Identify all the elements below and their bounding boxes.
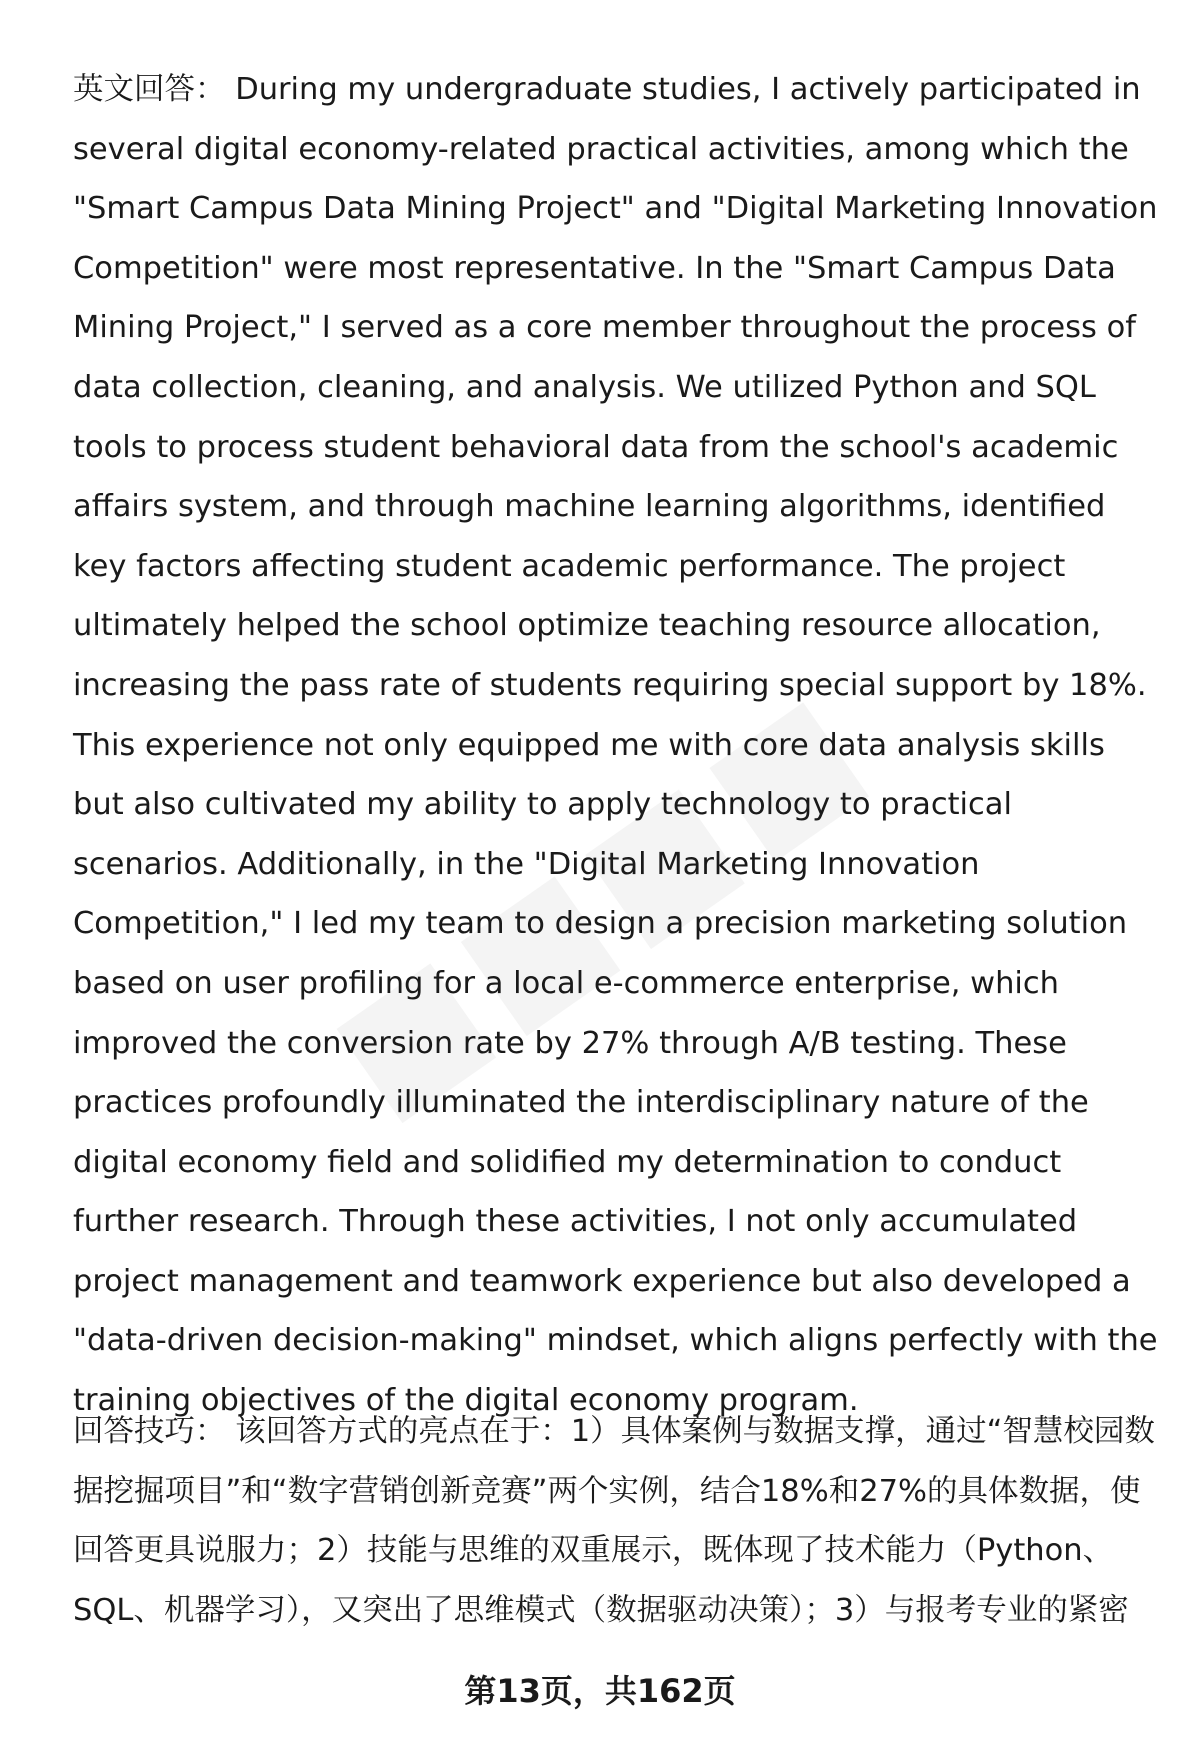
answer-tips-paragraph — [73, 1402, 1158, 1640]
english-answer-text: During my undergraduate studies, I actively participated in several digital economy-related practical activities, among which the "Smart Campus Data Mining Project" and "Digital Marketing Innovation Competition" were most representative. In the "Smart Campus Data Mining Project," I served as a core member throughout the process of data collection, cleaning, and analysis. We utilized Python and SQL tools to process student behavioral data from the school's academic affairs system, and through machine learning algorithms, identified key factors affecting student academic performance. The project ultimately helped the school optimize teaching resource allocation, increasing the pass rate of students requiring special support by 18%. This experience not only equipped me with core data analysis skills but also cultivated my ability to apply technology to practical scenarios. Additionally, in the "Digital Marketing Innovation Competition," I led my team to design a precision marketing solution based on user profiling for a local e-commerce enterprise, which improved the conversion rate by 27% through A/B testing. These practices profoundly illuminated the interdisciplinary nature of the digital economy field and solidified my determination to conduct further research. Through these activities, I not only accumulated project management and teamwork experience but also developed a "data-driven decision-making" mindset, which aligns perfectly with the training objectives of the digital economy program. — [73, 72, 1158, 1419]
english-answer-label: 英文回答： — [73, 72, 226, 107]
english-answer-paragraph — [73, 60, 1158, 1431]
answer-tips-label: 回答技巧： — [73, 1414, 226, 1449]
answer-tips-text: 该回答方式的亮点在于：1）具体案例与数据支撑，通过“智慧校园数据挖掘项目”和“数字营销创新竞赛”两个实例，结合18%和27%的具体数据，使回答更具说服力；2）技能与思维的双重展示，既体现了技术能力（Python、SQL、机器学习），又突出了思维模式（数据驱动决策）；3）与报考专业的紧密 — [73, 1414, 1155, 1628]
page-number-footer: 第13页，共162页 — [464, 1672, 736, 1710]
